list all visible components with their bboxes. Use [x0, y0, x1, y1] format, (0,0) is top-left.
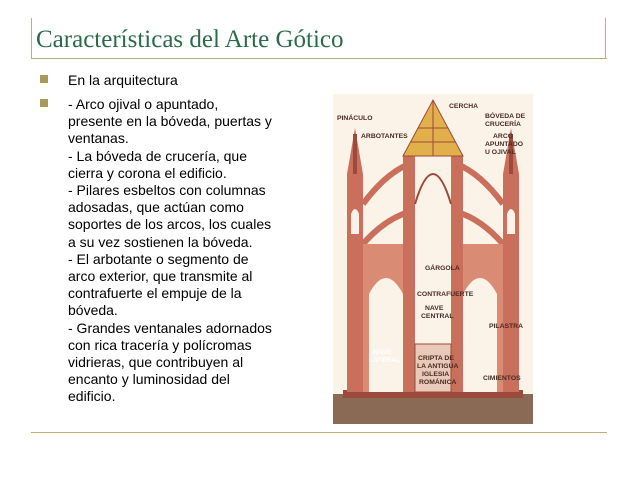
nave-wall-left [403, 154, 415, 392]
label-pilastra: PILASTRA [489, 323, 523, 330]
label-arco: U OJIVAL [485, 149, 516, 156]
title-divider [31, 58, 607, 59]
label-nave-central: CENTRAL [421, 313, 454, 320]
title-frame-left [31, 18, 32, 59]
label-arbotantes: ARBOTANTES [361, 133, 408, 140]
label-gargola: GÁRGOLA [425, 265, 460, 272]
label-contrafuerte: CONTRAFUERTE [417, 291, 474, 298]
label-boveda: CRUCERÍA [485, 121, 521, 128]
label-arco: APUNTADO [485, 141, 524, 148]
label-cimientos: CIMIENTOS [483, 375, 521, 382]
label-nave-central: NAVE [425, 305, 444, 312]
label-cercha: CERCHA [449, 103, 479, 110]
buttress-left [347, 174, 363, 392]
title-frame-right [605, 18, 606, 59]
square-bullet-icon [40, 75, 48, 83]
label-cripta: LA ANTIGUA [417, 363, 459, 370]
bullet-text: En la arquitectura [68, 72, 178, 88]
bullet-text: - Arco ojival o apuntado, presente en la bóveda, puertas y ventanas. - La bóveda de crucería, que cierra y corona el edificio. - Pilares esbeltos con columnas adosadas, que actúan como soportes de los arcos, los cuales a su vez sostienen la bóveda. - El arbotante o segmento de arco exterior, que transmite al contrafuerte el empuje de la bóveda. - Grandes ventanales adornados con rica tracería y polícromas vidrieras, que contribuyen al encanto y luminosidad del edificio. [68, 96, 272, 405]
slide-title: Características del Arte Gótico [36, 26, 344, 53]
label-arco: ARCO [493, 133, 514, 140]
gothic-cathedral-diagram [333, 94, 533, 424]
label-pinaculo: PINÁCULO [337, 115, 373, 122]
bottom-divider [31, 432, 607, 433]
label-cripta: CRIPTA DE [418, 355, 454, 362]
buttress-right [503, 174, 519, 392]
ground [333, 394, 533, 424]
label-cripta: IGLESIA [422, 371, 450, 378]
label-boveda: BÓVEDA DE [485, 113, 526, 120]
square-bullet-icon [40, 99, 48, 107]
label-nave-lateral: NAVE [373, 349, 392, 356]
label-nave-lateral: LATERAL [369, 357, 401, 364]
label-cripta: ROMÁNICA [419, 379, 457, 386]
